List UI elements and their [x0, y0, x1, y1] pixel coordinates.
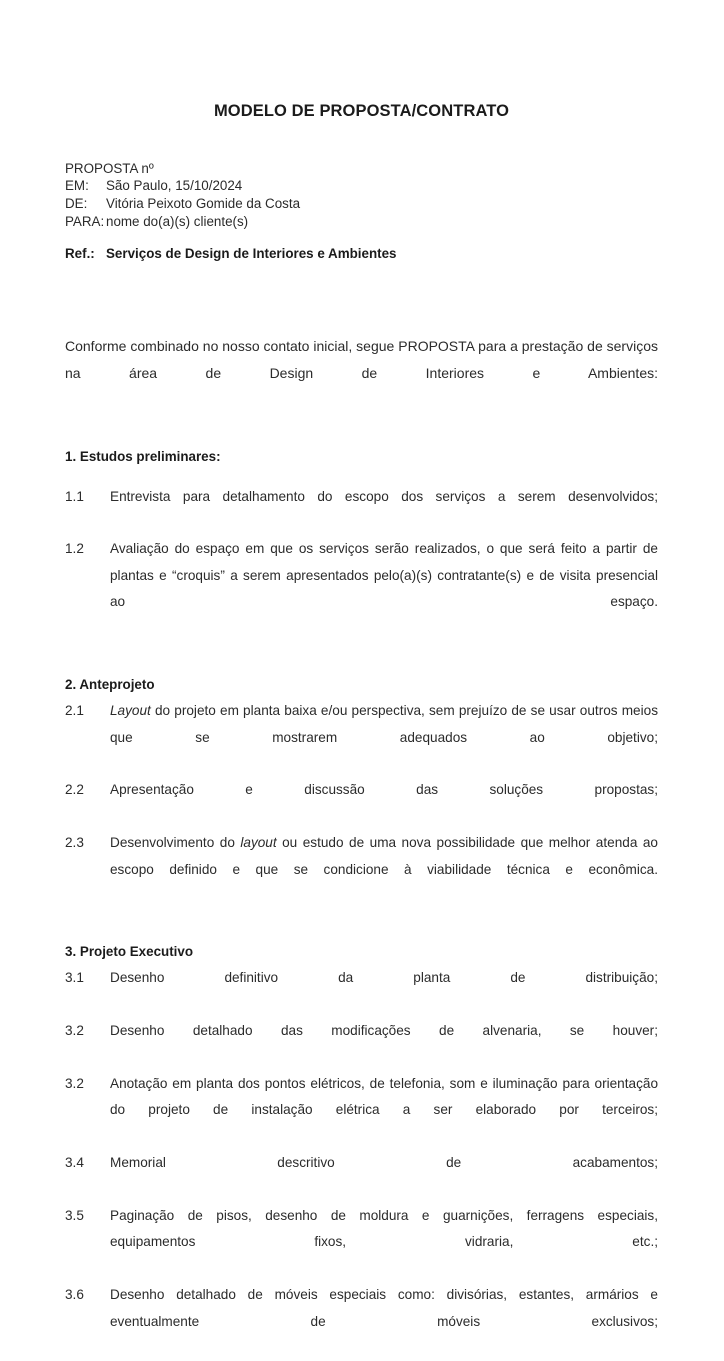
item-text: Avaliação do espaço em que os serviços serão realizados, o que será feito a partir de plantas e “croquis” a serem apresentados pelo(a)(s) contratante(s) e de visita presencial ao espaço. [110, 541, 658, 610]
item-text [110, 698, 658, 777]
list-item [65, 536, 658, 642]
item-number: 2.3 [65, 835, 84, 851]
header-row-em [65, 177, 658, 195]
proposal-number-line [65, 160, 658, 178]
list-item [65, 830, 658, 909]
section-heading: 2. Anteprojeto [65, 677, 155, 693]
header-row-de [65, 195, 658, 213]
item-number: 1.2 [65, 541, 84, 557]
item-text: Memorial descritivo de acabamentos; [110, 1155, 658, 1171]
item-text-after: do projeto em planta baixa e/ou perspectiva, sem prejuízo de se usar outros meios que se mostrarem adequados ao objetivo; [110, 703, 658, 745]
reference-label: Ref.: [65, 246, 95, 262]
item-text: Desenho detalhado das modificações de alvenaria, se houver; [110, 1023, 658, 1039]
item-text: Desenho definitivo da planta de distribuição; [110, 970, 658, 986]
item-text: Desenho detalhado de móveis especiais como: divisórias, estantes, armários e eventualmente de móveis exclusivos; [110, 1287, 658, 1329]
section-items [65, 965, 658, 1361]
proposal-header-block [65, 160, 658, 230]
section-items [65, 484, 658, 642]
document-content [65, 0, 658, 1361]
item-number: 3.5 [65, 1208, 84, 1224]
item-number: 3.6 [65, 1287, 84, 1303]
list-item [65, 1282, 658, 1361]
section-projeto-executivo [65, 939, 658, 1361]
page-title: MODELO DE PROPOSTA/CONTRATO [213, 102, 510, 120]
item-text: Apresentação e discussão das soluções propostas; [110, 782, 658, 798]
item-number: 3.2 [65, 1023, 84, 1039]
item-text-italic: Layout [110, 703, 151, 719]
item-number: 1.1 [65, 488, 84, 504]
section-heading: 1. Estudos preliminares: [65, 448, 221, 464]
header-value-para: nome do(a)(s) cliente(s) [106, 213, 249, 229]
reference-line [65, 246, 658, 261]
section-anteprojeto [65, 672, 658, 909]
item-text: Entrevista para detalhamento do escopo dos serviços a serem desenvolvidos; [110, 488, 658, 504]
header-label-de: DE: [65, 195, 88, 211]
header-row-para [65, 213, 658, 231]
intro-paragraph: Conforme combinado no nosso contato inicial, segue PROPOSTA para a prestação de serviços na área de Design de Interiores e Ambientes: [65, 338, 658, 381]
list-item [65, 484, 658, 537]
item-text-after: ou estudo de uma nova possibilidade que melhor atenda ao escopo definido e que se condicione à viabilidade técnica e econômica. [110, 835, 658, 877]
section-items [65, 698, 658, 909]
item-text-italic: layout [240, 835, 277, 851]
list-item [65, 1018, 658, 1071]
item-text: Anotação em planta dos pontos elétricos, de telefonia, som e iluminação para orientação do projeto de instalação elétrica a ser elaborado por terceiros; [110, 1075, 658, 1118]
section-estudos-preliminares [65, 444, 658, 642]
item-number: 3.1 [65, 970, 84, 986]
list-item [65, 1150, 658, 1203]
header-value-de: Vitória Peixoto Gomide da Costa [106, 195, 301, 211]
section-heading: 3. Projeto Executivo [65, 944, 193, 960]
header-label-em: EM: [65, 178, 89, 194]
list-item [65, 1203, 658, 1282]
item-number: 2.1 [65, 703, 84, 719]
item-number: 2.2 [65, 782, 84, 798]
item-text-before: Desenvolvimento do [110, 835, 241, 851]
list-item [65, 1071, 658, 1150]
reference-value: Serviços de Design de Interiores e Ambientes [106, 246, 397, 262]
list-item [65, 777, 658, 830]
item-text: Paginação de pisos, desenho de moldura e guarnições, ferragens especiais, equipamentos fixos, vidraria, etc.; [110, 1208, 658, 1250]
header-label-para: PARA: [65, 213, 105, 229]
item-number: 3.2 [65, 1075, 84, 1091]
header-value-em: São Paulo, 15/10/2024 [106, 178, 243, 194]
proposal-number-label: PROPOSTA nº [65, 160, 154, 176]
item-number: 3.4 [65, 1155, 84, 1171]
list-item [65, 965, 658, 1018]
list-item [65, 698, 658, 777]
item-text [110, 830, 658, 909]
